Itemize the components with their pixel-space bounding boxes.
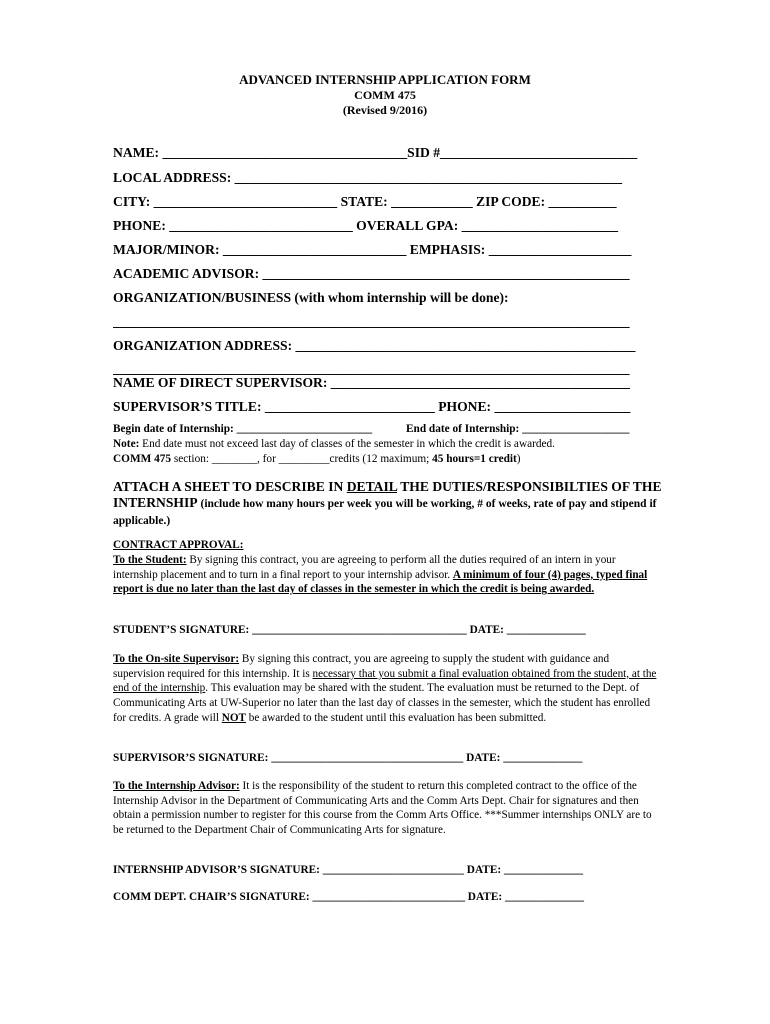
note-text: End date must not exceed last day of classes of the semester in which the credit is awarded. [139, 438, 556, 450]
supervisor-text-2: . This evaluation may be shared with the student. The evaluation must be returned to the Dept. of Communicating Arts at UW-Superior no later than the last day of classes in the semester, which the student has enrolled for credits. A grade will [113, 682, 651, 724]
supervisor-name-field[interactable]: NAME OF DIRECT SUPERVISOR: ____________________________________________ [113, 375, 630, 390]
credits-close: ) [516, 453, 521, 465]
major-emphasis-field[interactable]: MAJOR/MINOR: ___________________________ EMPHASIS: _____________________ [113, 242, 632, 257]
student-text: By signing this contract, you are agreeing to perform all the duties required of an intern in your internship placement and to turn in a final report to your internship advisor. [113, 554, 616, 581]
comm-label: COMM 475 [113, 453, 172, 465]
revision-date: (Revised 9/2016) [342, 103, 428, 117]
course-code: COMM 475 [354, 88, 416, 102]
end-date-note [113, 438, 658, 450]
contract-approval-heading: CONTRACT APPROVAL: [113, 539, 244, 551]
internship-dates-row[interactable] [113, 423, 658, 435]
supervisor-text-1: By signing this contract, you are agreeing to supply the student with guidance and supervision required for this internship. It is [113, 653, 610, 680]
advisor-text: It is the responsibility of the student to return this completed contract to the office of the Internship Advisor in the Department of Communicating Arts and the Comm Arts Dept. Chair for signatures and then obtain a permission number to register for this course from the Comm Arts Office. ***Summer internships ONLY are to be returned to the Department Chair of Communicating Arts for signature. [113, 780, 652, 837]
supervisor-title-field[interactable]: SUPERVISOR’S TITLE: _________________________ PHONE: ____________________ [113, 399, 631, 414]
phone-gpa-field[interactable]: PHONE: ___________________________ OVERALL GPA: _______________________ [113, 218, 618, 233]
student-signature-line[interactable]: STUDENT’S SIGNATURE: ______________________________________ DATE: ______________ [113, 624, 586, 636]
supervisor-signature-line[interactable]: SUPERVISOR’S SIGNATURE: __________________________________ DATE: ______________ [113, 752, 583, 764]
local-address-field[interactable]: LOCAL ADDRESS: _________________________________________________________ [113, 170, 623, 185]
organization-field[interactable]: ____________________________________________________________________________ [113, 314, 630, 329]
credits-line[interactable] [113, 453, 658, 465]
organization-address-line2[interactable]: ____________________________________________________________________________ [113, 361, 630, 376]
supervisor-not: NOT [221, 711, 246, 724]
academic-advisor-field[interactable]: ACADEMIC ADVISOR: ______________________________________________________ [113, 266, 630, 281]
attach-text-1: ATTACH A SHEET TO DESCRIBE IN [113, 479, 347, 494]
name-sid-field[interactable]: NAME: ____________________________________SID #_____________________________ [113, 145, 638, 160]
form-title: ADVANCED INTERNSHIP APPLICATION FORM [239, 72, 531, 87]
attach-instructions [113, 479, 693, 529]
advisor-label: To the Internship Advisor: [113, 780, 240, 792]
supervisor-evaluation-requirement: necessary that you submit a final evaluation obtained from the student, at the end of the internship [113, 667, 657, 695]
hours-per-credit: 45 hours=1 credit [432, 453, 517, 465]
student-instructions [113, 553, 658, 597]
student-label: To the Student: [113, 554, 187, 566]
organization-address-field[interactable]: ORGANIZATION ADDRESS: __________________________________________________ [113, 338, 636, 353]
attach-text-2: THE DUTIES/RESPONSIBILTIES OF THE [397, 479, 662, 494]
student-report-requirement: A minimum of four (4) pages, typed final report is due no later than the last day of classes in the semester in which the credit is being awarded. [113, 568, 648, 596]
attach-text-3: INTERNSHIP [113, 495, 198, 510]
note-label: Note: [113, 438, 140, 450]
attach-detail: DETAIL [346, 479, 398, 494]
supervisor-instructions [113, 652, 658, 726]
city-state-zip-field[interactable]: CITY: ___________________________ STATE: ____________ ZIP CODE: __________ [113, 194, 617, 209]
begin-date-field[interactable]: Begin date of Internship: ________________________ [113, 423, 373, 435]
end-date-field[interactable]: End date of Internship: ___________________ [406, 423, 630, 435]
advisor-signature-line[interactable]: INTERNSHIP ADVISOR’S SIGNATURE: _________________________ DATE: ______________ [113, 864, 584, 876]
supervisor-text-3: be awarded to the student until this evaluation has been submitted. [246, 711, 547, 724]
organization-label: ORGANIZATION/BUSINESS (with whom internship will be done): [113, 290, 509, 305]
credits-text[interactable]: section: ________, for _________credits (12 maximum; [171, 453, 433, 465]
supervisor-label: To the On-site Supervisor: [113, 653, 240, 665]
chair-signature-line[interactable]: COMM DEPT. CHAIR’S SIGNATURE: ___________________________ DATE: ______________ [113, 891, 585, 903]
attach-text-4: (include how many hours per week you will be working, # of weeks, rate of pay and stipend if applicable.) [113, 498, 657, 527]
advisor-instructions [113, 779, 658, 838]
